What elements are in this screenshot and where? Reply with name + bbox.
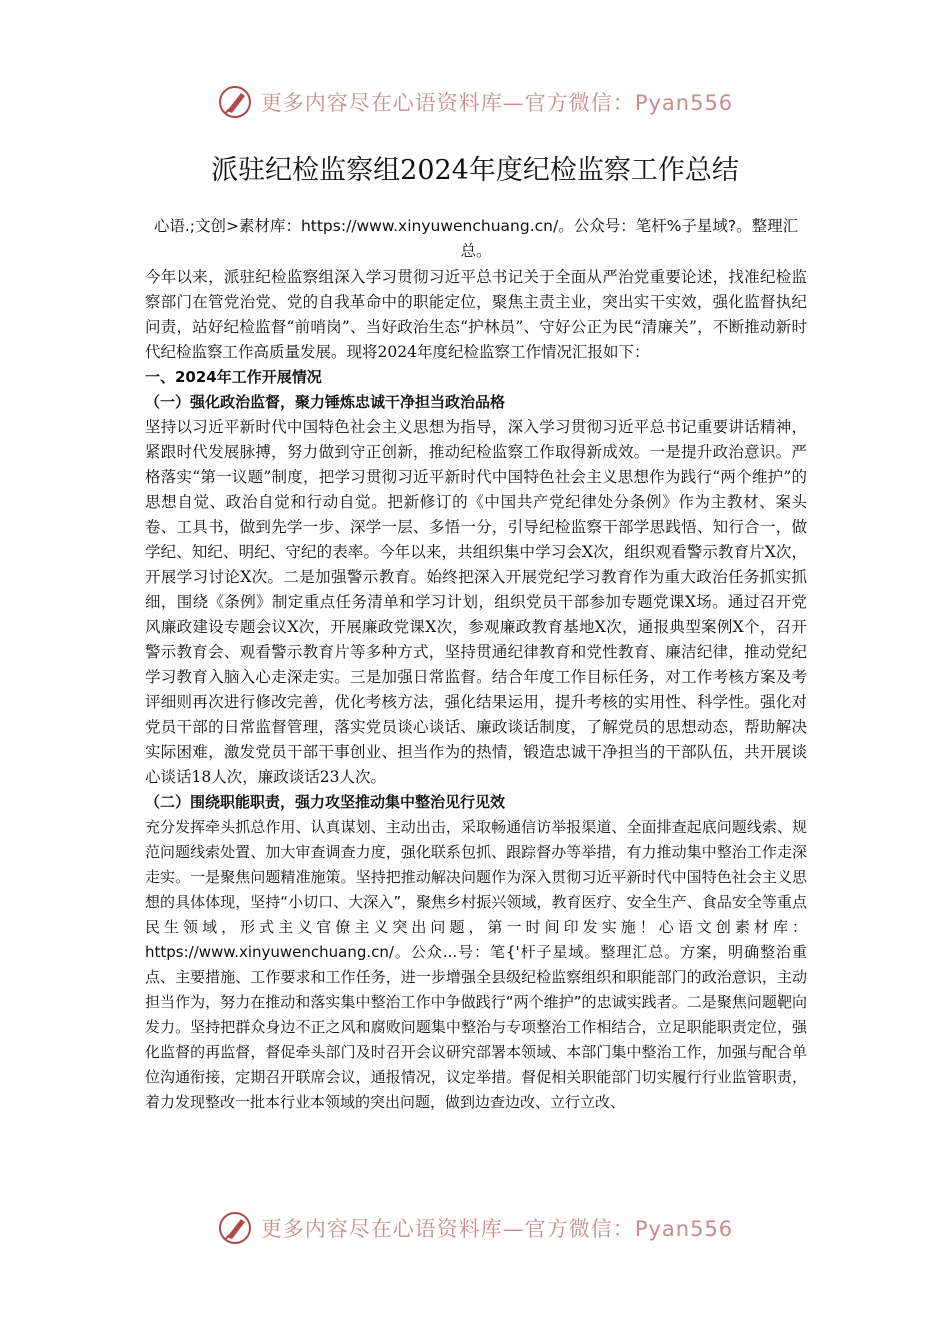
header-banner xyxy=(0,80,950,124)
pen-nib-logo-icon xyxy=(217,1210,253,1246)
subsection-body-2: 充分发挥牵头抓总作用、认真谋划、主动出击，采取畅通信访举报渠道、全面排查起底问题线索、规范问题线索处置、加大审查调查力度，强化联系包抓、跟踪督办等举措，有力推动集中整治工作走深走实。一是聚焦问题精准施策。坚持把推动解决问题作为深入贯彻习近平新时代中国特色社会主义思想的具体体现，坚持“小切口、大深入”，聚焦乡村振兴领域，教育医疗、安全生产、食品安全等重点民生领域，形式主义官僚主义突出问题，第一时间印发实施！心语文创素材库：https://www.xinyuwenchuang.cn/。公众...号：笔{'杆子星域。整理汇总。方案，明确整治重点、主要措施、工作要求和工作任务，进一步增强全县级纪检监察组织和职能部门的政治意识，主动担当作为，努力在推动和落实集中整治工作中争做践行“两个维护”的忠诚实践者。二是聚焦问题靶向发力。坚持把群众身边不正之风和腐败问题集中整治与专项整治工作相结合，立足职能职责定位，强化监督的再监督，督促牵头部门及时召开会议研究部署本领域、本部门集中整治工作，加强与配合单位沟通衔接，定期召开联席会议，通报情况，议定举措。督促相关职能部门切实履行行业监管职责，着力发现整改一批本行业本领域的突出问题，做到边查边改、立行立改、 xyxy=(145,818,807,1111)
banner-text-label: 更多内容尽在心语资料库—官方微信： xyxy=(260,1217,635,1241)
wechat-id: Pyan556 xyxy=(634,1217,734,1241)
subsection-heading-1: （一）强化政治监督，聚力锤炼忠诚干净担当政治品格 xyxy=(145,393,506,411)
banner-text xyxy=(261,87,733,117)
footer-banner xyxy=(0,1206,950,1250)
section-heading: 一、2024年工作开展情况 xyxy=(145,368,322,386)
source-note: 心语.;文创>素材库：https://www.xinyuwenchuang.cn/。公众号：笔杆%子星域?。整理汇总。 xyxy=(153,217,799,260)
banner-text xyxy=(261,1213,733,1243)
intro-paragraph: 今年以来，派驻纪检监察组深入学习贯彻习近平总书记关于全面从严治党重要论述，找准纪检监察部门在管党治党、党的自我革命中的职能定位，聚焦主责主业，突出实干实效，强化监督执纪问责，站好纪检监督“前哨岗”、当好政治生态“护林员”、守好公正为民“清廉关”，不断推动新时代纪检监察工作高质量发展。现将2024年度纪检监察工作情况汇报如下： xyxy=(145,268,807,361)
subsection-heading-2: （二）围绕职能职责，强力攻坚推动集中整治见行见效 xyxy=(145,793,506,811)
document-body xyxy=(145,214,807,1115)
document-title: 派驻纪检监察组2024年度纪检监察工作总结 xyxy=(211,155,739,186)
pen-nib-logo-icon xyxy=(217,84,253,120)
subsection-body-1: 坚持以习近平新时代中国特色社会主义思想为指导，深入学习贯彻习近平总书记重要讲话精神，紧跟时代发展脉搏，努力做到守正创新，推动纪检监察工作取得新成效。一是提升政治意识。严格落实“第一议题”制度，把学习贯彻习近平新时代中国特色社会主义思想作为践行“两个维护”的思想自觉、政治自觉和行动自觉。把新修订的《中国共产党纪律处分条例》作为主教材、案头卷、工具书，做到先学一步、深学一层、多悟一分，引导纪检监察干部学思践悟、知行合一，做学纪、知纪、明纪、守纪的表率。今年以来，共组织集中学习会X次，组织观看警示教育片X次，开展学习讨论X次。二是加强警示教育。始终把深入开展党纪学习教育作为重大政治任务抓实抓细，围绕《条例》制定重点任务清单和学习计划，组织党员干部参加专题党课X场。通过召开党风廉政建设专题会议X次，开展廉政党课X次，参观廉政教育基地X次，通报典型案例X个，召开警示教育会、观看警示教育片等多种方式，坚持贯通纪律教育和党性教育、廉洁纪律，推动党纪学习教育入脑入心走深走实。三是加强日常监督。结合年度工作目标任务，对工作考核方案及考评细则再次进行修改完善，优化考核方法，强化结果运用，提升考核的实用性、科学性。强化对党员干部的日常监督管理，落实党员谈心谈话、廉政谈话制度，了解党员的思想动态，帮助解决实际困难，激发党员干部干事创业、担当作为的热情，锻造忠诚干净担当的干部队伍，共开展谈心谈话18人次，廉政谈话23人次。 xyxy=(145,418,807,786)
banner-text-label: 更多内容尽在心语资料库—官方微信： xyxy=(260,91,635,115)
wechat-id: Pyan556 xyxy=(634,91,734,115)
